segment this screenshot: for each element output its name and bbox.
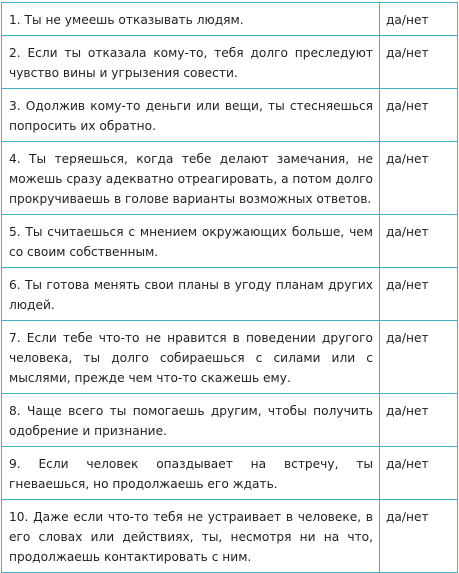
table-row: [2, 500, 458, 573]
question-8-answer: да/нет: [380, 394, 458, 447]
question-5-answer: да/нет: [380, 215, 458, 268]
question-5-text: 5. Ты считаешься с мнением окружающих больше, чем со своим собственным.: [2, 215, 380, 268]
question-2-answer: да/нет: [380, 36, 458, 89]
questionnaire-table: [1, 2, 458, 573]
question-9-answer: да/нет: [380, 447, 458, 500]
table-row: [2, 89, 458, 142]
question-7-text: 7. Если тебе что-то не нравится в поведении другого человека, ты долго собираешься с силами или с мыслями, прежде чем что-то скажешь ему.: [2, 321, 380, 394]
question-1-text: 1. Ты не умеешь отказывать людям.: [2, 3, 380, 36]
question-2-text: 2. Если ты отказала кому-то, тебя долго преследуют чувство вины и угрызения совести.: [2, 36, 380, 89]
question-1-answer: да/нет: [380, 3, 458, 36]
question-9-text: 9. Если человек опаздывает на встречу, ты гневаешься, но продолжаешь его ждать.: [2, 447, 380, 500]
question-8-text: 8. Чаще всего ты помогаешь другим, чтобы получить одобрение и признание.: [2, 394, 380, 447]
table-row: [2, 321, 458, 394]
question-4-text: 4. Ты теряешься, когда тебе делают замечания, не можешь сразу адекватно отреагировать, а потом долго прокручиваешь в голове варианты возможных ответов.: [2, 142, 380, 215]
question-6-answer: да/нет: [380, 268, 458, 321]
question-3-text: 3. Одолжив кому-то деньги или вещи, ты стесняешься попросить их обратно.: [2, 89, 380, 142]
table-row: [2, 215, 458, 268]
question-7-answer: да/нет: [380, 321, 458, 394]
table-row: [2, 268, 458, 321]
question-3-answer: да/нет: [380, 89, 458, 142]
table-row: [2, 394, 458, 447]
table-row: [2, 36, 458, 89]
table-row: [2, 3, 458, 36]
question-10-answer: да/нет: [380, 500, 458, 573]
question-4-answer: да/нет: [380, 142, 458, 215]
table-row: [2, 142, 458, 215]
question-6-text: 6. Ты готова менять свои планы в угоду планам других людей.: [2, 268, 380, 321]
table-row: [2, 447, 458, 500]
question-10-text: 10. Даже если что-то тебя не устраивает в человеке, в его словах или действиях, ты, несмотря ни на что, продолжаешь контактировать с ним.: [2, 500, 380, 573]
